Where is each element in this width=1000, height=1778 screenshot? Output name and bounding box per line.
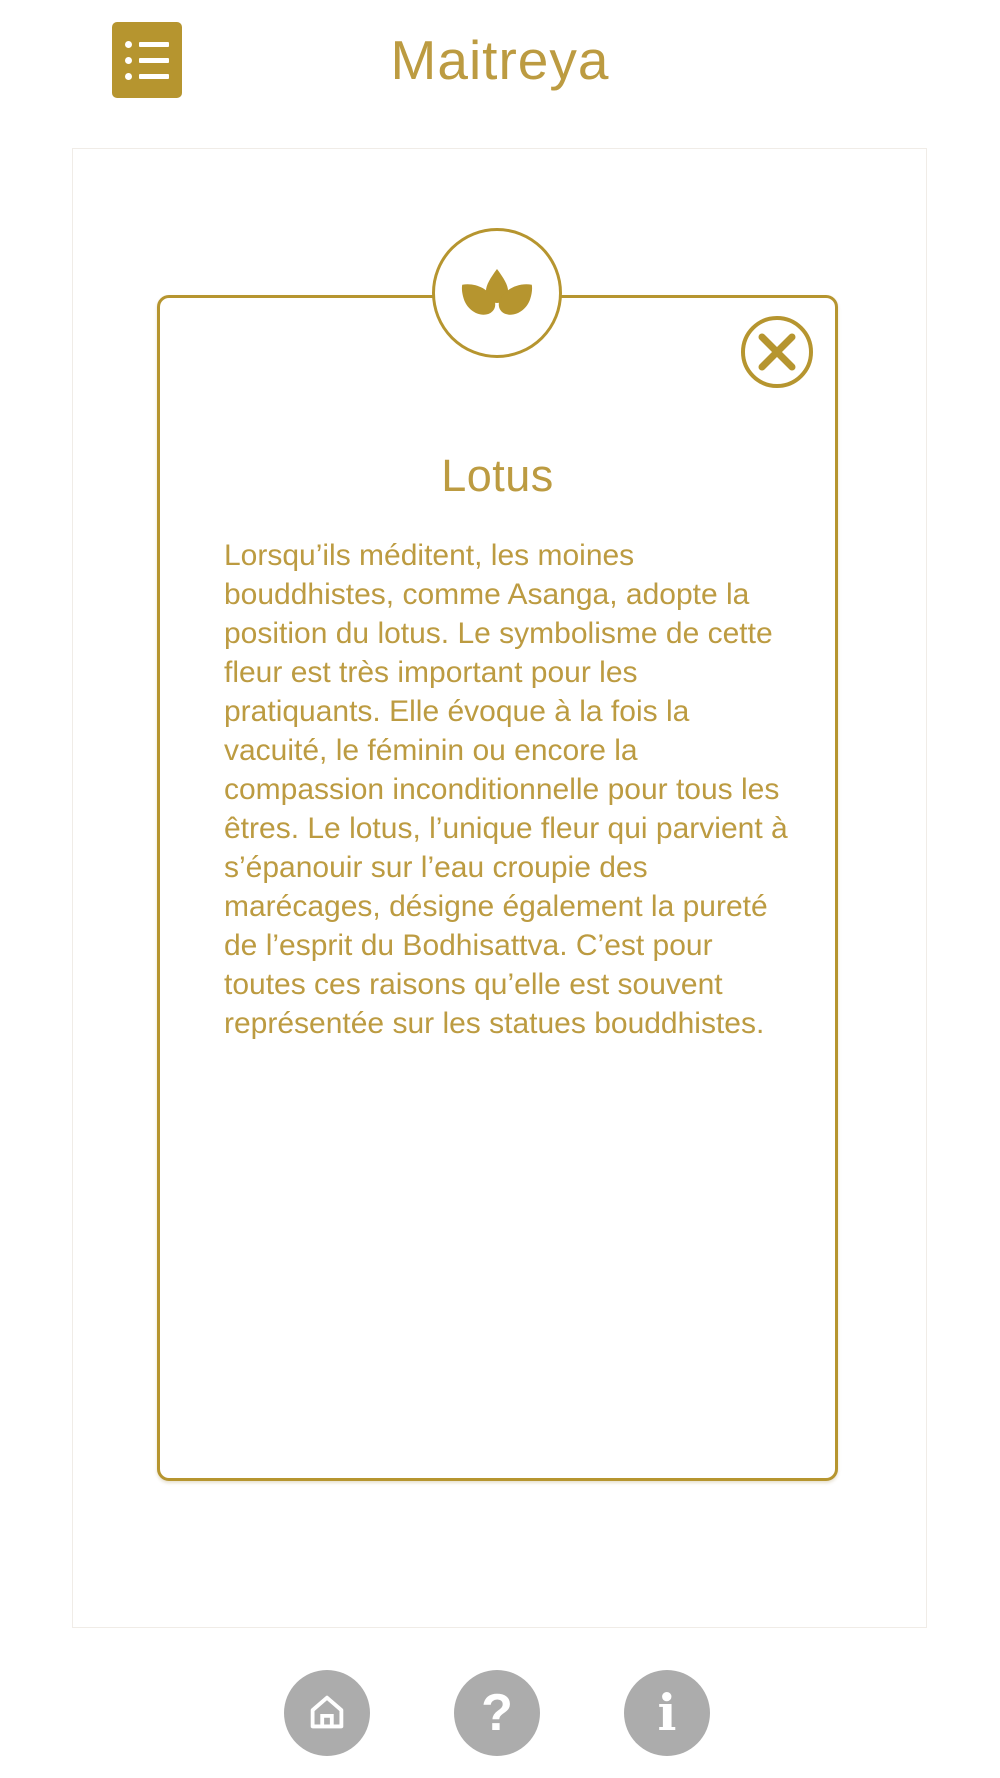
help-button[interactable]	[454, 1670, 540, 1756]
info-button[interactable]	[624, 1670, 710, 1756]
question-mark-icon: ?	[481, 1684, 513, 1742]
home-icon	[304, 1690, 350, 1736]
modal-body: Lorsqu’ils méditent, les moines bouddhistes, comme Asanga, adopte la position du lotus. Le symbolisme de cette fleur est très important pour les pratiquants. Elle évoque à la fois la vacuité, le féminin ou encore la compassion inconditionnelle pour tous les êtres. Le lotus, l’unique fleur qui parvient à s’épanouir sur l’eau croupie des marécages, désigne également la pureté de l’esprit du Bodhisattva. C’est pour toutes ces raisons qu’elle est souvent représentée sur les statues bouddhistes.	[224, 539, 788, 1040]
lotus-card	[157, 295, 838, 1481]
app-title: Maitreya	[390, 29, 610, 91]
lotus-badge	[432, 228, 562, 358]
modal-title: Lotus	[441, 450, 554, 501]
close-x-icon	[753, 328, 801, 376]
home-button[interactable]	[284, 1670, 370, 1756]
lotus-icon	[459, 269, 535, 318]
close-button[interactable]	[741, 316, 813, 388]
info-icon: i	[657, 1683, 677, 1742]
